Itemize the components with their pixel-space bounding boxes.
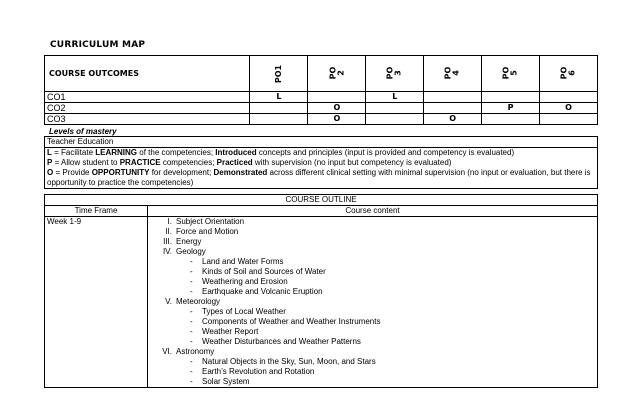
course-content-cell bbox=[148, 217, 598, 388]
co3-po6-cell bbox=[540, 114, 598, 125]
subtopic-label: Types of Local Weather bbox=[202, 307, 286, 316]
co1-po4-cell bbox=[424, 92, 482, 103]
topic-item bbox=[150, 247, 595, 257]
co3-po5-cell bbox=[482, 114, 540, 125]
bullet-dash: - bbox=[190, 287, 193, 296]
subtopic-label: Weather Disturbances and Weather Patterns bbox=[202, 337, 361, 346]
levels-of-mastery-table bbox=[44, 136, 598, 189]
topic-item bbox=[150, 227, 595, 237]
level-p-line: P = Allow student to PRACTICE competencies; Practiced with supervision (no input but competency is evaluated) bbox=[47, 158, 452, 167]
po1-header: PO1 bbox=[250, 56, 308, 92]
subtopic-item bbox=[150, 327, 595, 337]
subtopic-item bbox=[150, 317, 595, 327]
co1-po1-cell: L bbox=[250, 92, 308, 103]
topic-label: Astronomy bbox=[176, 347, 215, 356]
co2-po5-cell: P bbox=[482, 103, 540, 114]
topic-number: V. bbox=[165, 297, 172, 306]
bullet-dash: - bbox=[190, 357, 193, 366]
bullet-dash: - bbox=[190, 367, 193, 376]
co-label: CO3 bbox=[45, 114, 250, 125]
subtopic-item bbox=[150, 367, 595, 377]
co2-po3-cell bbox=[366, 103, 424, 114]
co1-po2-cell bbox=[308, 92, 366, 103]
co-label: CO1 bbox=[45, 92, 250, 103]
co1-po6-cell bbox=[540, 92, 598, 103]
bullet-dash: - bbox=[190, 257, 193, 266]
co2-po2-cell: O bbox=[308, 103, 366, 114]
course-outline-title: COURSE OUTLINE bbox=[45, 195, 598, 206]
topic-label: Energy bbox=[176, 237, 202, 246]
bullet-dash: - bbox=[190, 337, 193, 346]
co2-po6-cell: O bbox=[540, 103, 598, 114]
co2-po1-cell bbox=[250, 103, 308, 114]
topic-list bbox=[150, 217, 595, 387]
course-outcomes-header: COURSE OUTCOMES bbox=[45, 56, 250, 92]
topic-number: I. bbox=[167, 217, 172, 226]
subtopic-label: Earthquake and Volcanic Eruption bbox=[202, 287, 323, 296]
subtopic-label: Components of Weather and Weather Instruments bbox=[202, 317, 381, 326]
subtopic-label: Land and Water Forms bbox=[202, 257, 284, 266]
bullet-dash: - bbox=[190, 317, 193, 326]
co1-po5-cell bbox=[482, 92, 540, 103]
levels-legend bbox=[45, 148, 598, 189]
bullet-dash: - bbox=[190, 327, 193, 336]
bullet-dash: - bbox=[190, 377, 193, 386]
co2-row bbox=[45, 103, 598, 114]
week-cell: Week 1-9 bbox=[45, 217, 148, 388]
co1-po3-cell: L bbox=[366, 92, 424, 103]
co3-po2-cell: O bbox=[308, 114, 366, 125]
bullet-dash: - bbox=[190, 277, 193, 286]
levels-of-mastery-heading: Levels of mastery bbox=[49, 127, 117, 136]
topic-label: Geology bbox=[176, 247, 206, 256]
subtopic-item bbox=[150, 267, 595, 277]
subtopic-label: Kinds of Soil and Sources of Water bbox=[202, 267, 326, 276]
topic-item bbox=[150, 237, 595, 247]
subtopic-label: Natural Objects in the Sky, Sun, Moon, and Stars bbox=[202, 357, 376, 366]
curriculum-map-header-row bbox=[45, 56, 598, 92]
co3-row bbox=[45, 114, 598, 125]
po3-header: PO 3 bbox=[366, 56, 424, 92]
po6-header: PO 6 bbox=[540, 56, 598, 92]
topic-label: Force and Motion bbox=[176, 227, 239, 236]
subtopic-label: Solar System bbox=[202, 377, 250, 386]
topic-item bbox=[150, 217, 595, 227]
bullet-dash: - bbox=[190, 267, 193, 276]
po2-header: PO 2 bbox=[308, 56, 366, 92]
subtopic-item bbox=[150, 357, 595, 367]
co2-po4-cell bbox=[424, 103, 482, 114]
subtopic-item bbox=[150, 277, 595, 287]
subtopic-item bbox=[150, 337, 595, 347]
topic-number: VI. bbox=[162, 347, 172, 356]
topic-label: Meteorology bbox=[176, 297, 221, 306]
curriculum-map-table bbox=[44, 55, 598, 125]
page-title: CURRICULUM MAP bbox=[50, 40, 146, 50]
level-l-line: L = Facilitate LEARNING of the competencies; Introduced concepts and principles (input is provided and competency is evaluated) bbox=[47, 148, 515, 157]
level-o-line: O = Provide OPPORTUNITY for development; Demonstrated across different clinical setting with minimal supervision (no input or evaluation, but there is opportunity to practice the competencies) bbox=[47, 168, 591, 187]
subtopic-item bbox=[150, 257, 595, 267]
bullet-dash: - bbox=[190, 307, 193, 316]
co3-po3-cell bbox=[366, 114, 424, 125]
subtopic-label: Earth’s Revolution and Rotation bbox=[202, 367, 315, 376]
subtopic-item bbox=[150, 287, 595, 297]
co-label: CO2 bbox=[45, 103, 250, 114]
subtopic-label: Weathering and Erosion bbox=[202, 277, 288, 286]
topic-item bbox=[150, 347, 595, 357]
co3-po4-cell: O bbox=[424, 114, 482, 125]
subtopic-item bbox=[150, 307, 595, 317]
teacher-education-label: Teacher Education bbox=[45, 137, 598, 148]
subtopic-item bbox=[150, 377, 595, 387]
time-frame-header: Time Frame bbox=[45, 206, 148, 217]
co1-row bbox=[45, 92, 598, 103]
po4-header: PO 4 bbox=[424, 56, 482, 92]
course-outline-table bbox=[44, 194, 598, 388]
course-content-header: Course content bbox=[148, 206, 598, 217]
topic-item bbox=[150, 297, 595, 307]
co3-po1-cell bbox=[250, 114, 308, 125]
po5-header: PO 5 bbox=[482, 56, 540, 92]
topic-label: Subject Orientation bbox=[176, 217, 245, 226]
subtopic-label: Weather Report bbox=[202, 327, 259, 336]
topic-number: III. bbox=[163, 237, 172, 246]
topic-number: IV. bbox=[162, 247, 172, 256]
topic-number: II. bbox=[165, 227, 172, 236]
